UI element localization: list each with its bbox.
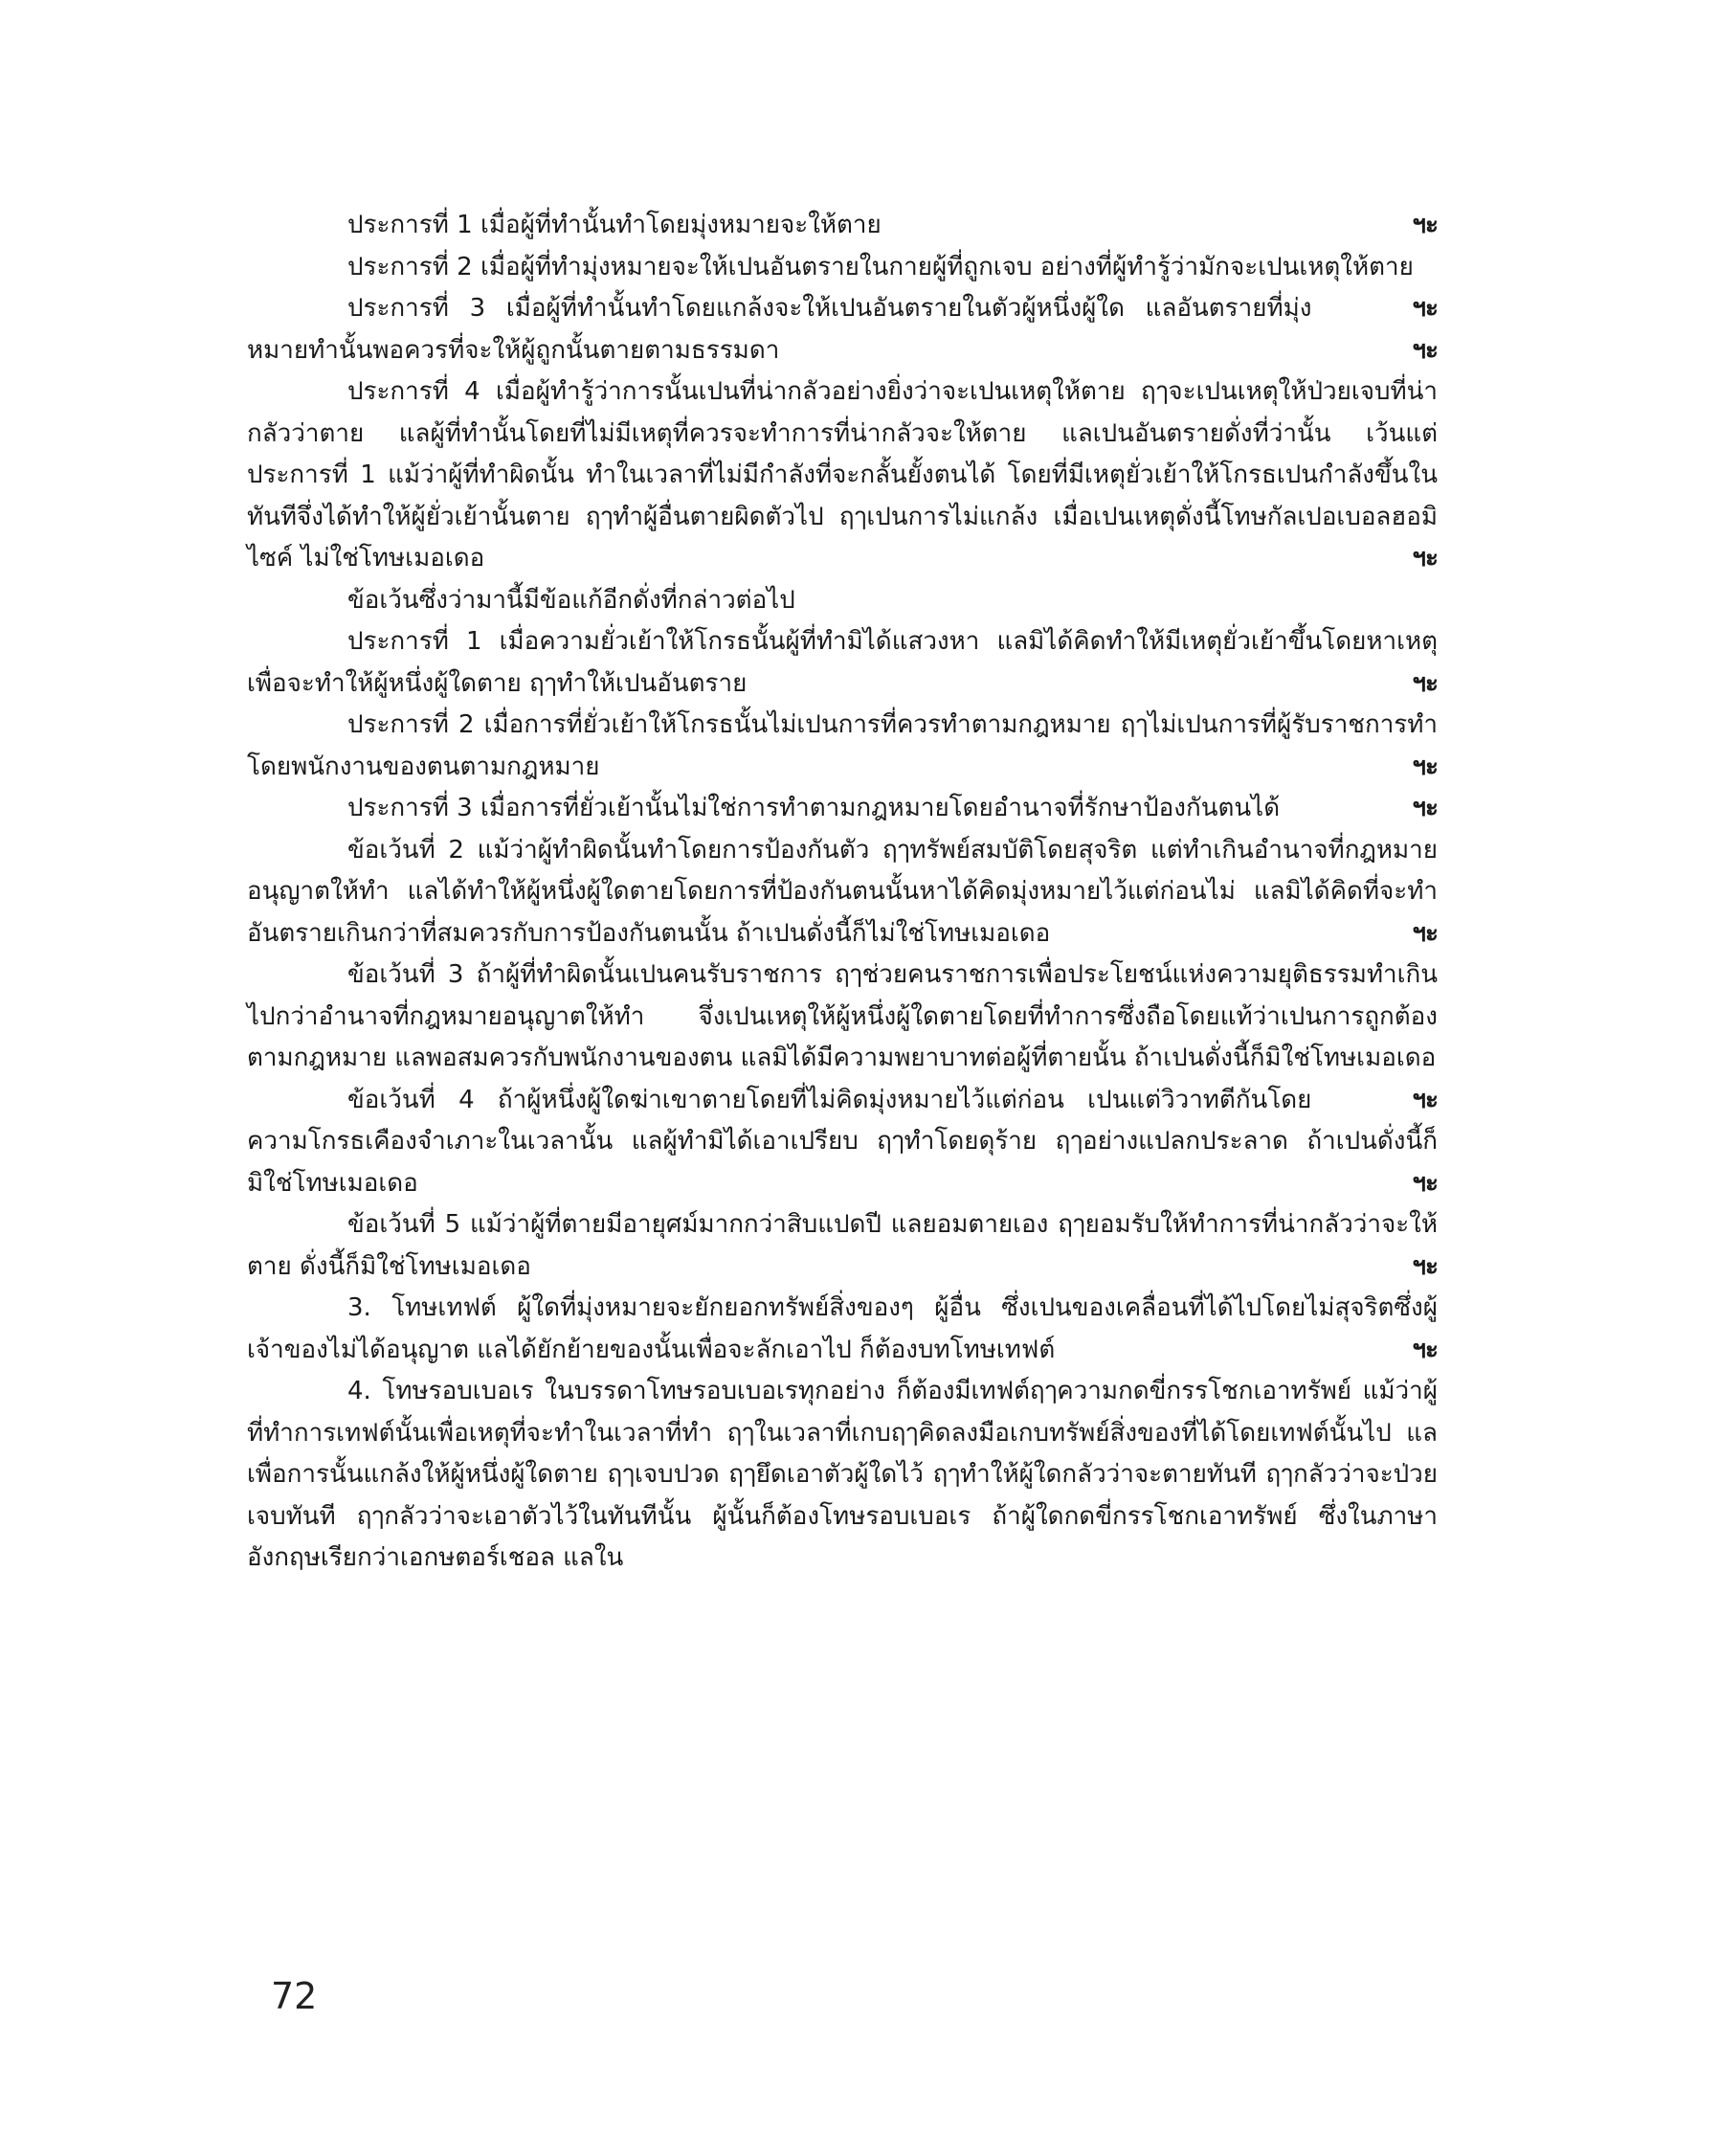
paragraph: ข้อเว้นที่ 4 ถ้าผู้หนึ่งผู้ใดฆ่าเขาตายโดยที่ไม่คิดมุ่งหมายไว้แต่ก่อน เปนแต่วิวาทตีกันโดยความโกรธเคืองจำเภาะในเวลานั้น แลผู้ทำมิได้เอาเปรียบ ฤๅทำโดยดุร้าย ฤๅอย่างแปลกประลาด ถ้าเปนดั่งนี้ก็มิใช่โทษเมอเดอ ฯะ xyxy=(247,1080,1438,1205)
paragraph: ประการที่ 2 เมื่อการที่ยั่วเย้าให้โกรธนั้นไม่เปนการที่ควรทำตามกฎหมาย ฤๅไม่เปนการที่ผู้รับราชการทำโดยพนักงานของตนตามกฎหมาย ฯะ xyxy=(247,705,1438,788)
paragraph: ข้อเว้นที่ 5 แม้ว่าผู้ที่ตายมีอายุศม์มากกว่าสิบแปดปี แลยอมตายเอง ฤๅยอมรับให้ทำการที่น่ากลัวว่าจะให้ตาย ดั่งนี้ก็มิใช่โทษเมอเดอ ฯะ xyxy=(247,1204,1438,1288)
paragraph: ข้อเว้นที่ 2 แม้ว่าผู้ทำผิดนั้นทำโดยการป้องกันตัว ฤๅทรัพย์สมบัติโดยสุจริต แต่ทำเกินอำนาจที่กฎหมายอนุญาตให้ทำ แลได้ทำให้ผู้หนึ่งผู้ใดตายโดยการที่ป้องกันตนนั้นหาได้คิดมุ่งหมายไว้แต่ก่อนไม่ แลมิได้คิดที่จะทำอันตรายเกินกว่าที่สมควรกับการป้องกันตนนั้น ถ้าเปนดั่งนี้ก็ไม่ใช่โทษเมอเดอ ฯะ xyxy=(247,830,1438,955)
page-number: 72 xyxy=(271,1975,318,2017)
section-end-mark: ฯะ xyxy=(1412,794,1438,822)
paragraph: ประการที่ 3 เมื่อการที่ยั่วเย้านั้นไม่ใช่การทำตามกฎหมายโดยอำนาจที่รักษาป้องกันตนได้ ฯะ xyxy=(247,788,1438,830)
paragraph: ประการที่ 4 เมื่อผู้ทำรู้ว่าการนั้นเปนที่น่ากลัวอย่างยิ่งว่าจะเปนเหตุให้ตาย ฤๅจะเปนเหตุให้ป่วยเจบที่น่ากลัวว่าตาย แลผู้ที่ทำนั้นโดยที่ไม่มีเหตุที่ควรจะทำการที่น่ากลัวจะให้ตาย แลเปนอันตรายดั่งที่ว่านั้น เว้นแต่ประการที่ 1 แม้ว่าผู้ที่ทำผิดนั้น ทำในเวลาที่ไม่มีกำลังที่จะกลั้นยั้งตนได้ โดยที่มีเหตุยั่วเย้าให้โกรธเปนกำลังขึ้นในทันทีจึ่งได้ทำให้ผู้ยั่วเย้านั้นตาย ฤๅทำผู้อื่นตายผิดตัวไป ฤๅเปนการไม่แกล้ง เมื่อเปนเหตุดั่งนี้โทษกัลเปอเบอลฮอมิไซค์ ไม่ใช่โทษเมอเดอ ฯะ xyxy=(247,371,1438,580)
paragraph: ประการที่ 1 เมื่อผู้ที่ทำนั้นทำโดยมุ่งหมายจะให้ตาย ฯะ xyxy=(247,205,1438,247)
document-body xyxy=(247,205,1438,1580)
paragraph: ประการที่ 1 เมื่อความยั่วเย้าให้โกรธนั้นผู้ที่ทำมิได้แสวงหา แลมิได้คิดทำให้มีเหตุยั่วเย้าขึ้นโดยหาเหตุเพื่อจะทำให้ผู้หนึ่งผู้ใดตาย ฤๅทำให้เปนอันตราย ฯะ xyxy=(247,621,1438,705)
section-end-mark: ฯะ xyxy=(1412,1335,1438,1364)
section-end-mark: ฯะ xyxy=(1412,544,1438,573)
paragraph: ประการที่ 2 เมื่อผู้ที่ทำมุ่งหมายจะให้เปนอันตรายในกายผู้ที่ถูกเจบ อย่างที่ผู้ทำรู้ว่ามักจะเปนเหตุให้ตาย ฯะ xyxy=(247,247,1438,289)
paragraph: ประการที่ 3 เมื่อผู้ที่ทำนั้นทำโดยแกล้งจะให้เปนอันตรายในตัวผู้หนึ่งผู้ใด แลอันตรายที่มุ่งหมายทำนั้นพอควรที่จะให้ผู้ถูกนั้นตายตามธรรมดา ฯะ xyxy=(247,288,1438,371)
paragraph: 4. โทษรอบเบอเร ในบรรดาโทษรอบเบอเรทุกอย่าง ก็ต้องมีเทฟต์ฤๅความกดขี่กรรโชกเอาทรัพย์ แม้ว่าผู้ที่ทำการเทฟต์นั้นเพื่อเหตุที่จะทำในเวลาที่ทำ ฤๅในเวลาที่เกบฤๅคิดลงมือเกบทรัพย์สิ่งของที่ได้โดยเทฟต์นั้นไป แลเพื่อการนั้นแกล้งให้ผู้หนึ่งผู้ใดตาย ฤๅเจบปวด ฤๅยึดเอาตัวผู้ใดไว้ ฤๅทำให้ผู้ใดกลัวว่าจะตายทันที ฤๅกลัวว่าจะป่วยเจบทันที ฤๅกลัวว่าจะเอาตัวไว้ในทันทีนั้น ผู้นั้นก็ต้องโทษรอบเบอเร ถ้าผู้ใดกดขี่กรรโชกเอาทรัพย์ ซึ่งในภาษาอังกฤษเรียกว่าเอกษตอร์เชอล แลใน xyxy=(247,1377,1438,1572)
paragraph: ข้อเว้นซึ่งว่ามานี้มีข้อแก้อีกดั่งที่กล่าวต่อไป xyxy=(347,585,795,615)
section-end-mark: ฯะ xyxy=(1412,918,1438,948)
section-end-mark: ฯะ xyxy=(1412,1085,1438,1114)
section-end-mark: ฯะ xyxy=(1412,752,1438,781)
section-end-mark: ฯะ xyxy=(1412,1251,1438,1281)
section-end-mark: ฯะ xyxy=(1412,1168,1438,1198)
section-end-mark: ฯะ xyxy=(1412,211,1438,239)
section-end-mark: ฯะ xyxy=(1412,335,1438,365)
paragraph: ข้อเว้นที่ 3 ถ้าผู้ที่ทำผิดนั้นเปนคนรับราชการ ฤๅช่วยคนราชการเพื่อประโยชน์แห่งความยุติธรรมทำเกินไปกว่าอำนาจที่กฎหมายอนุญาตให้ทำ จึ่งเปนเหตุให้ผู้หนึ่งผู้ใดตายโดยที่ทำการซึ่งถือโดยแท้ว่าเปนการถูกต้องตามกฎหมาย แลพอสมควรกับพนักงานของตน แลมิได้มีความพยาบาทต่อผู้ที่ตายนั้น ถ้าเปนดั่งนี้ก็มิใช่โทษเมอเดอ ฯะ xyxy=(247,954,1438,1080)
paragraph: 3. โทษเทฟต์ ผู้ใดที่มุ่งหมายจะยักยอกทรัพย์สิ่งของๆ ผู้อื่น ซึ่งเปนของเคลื่อนที่ได้ไปโดยไม่สุจริตซึ่งผู้เจ้าของไม่ได้อนุญาต แลได้ยักย้ายของนั้นเพื่อจะลักเอาไป ก็ต้องบทโทษเทฟต์ ฯะ xyxy=(247,1288,1438,1371)
section-end-mark: ฯะ xyxy=(1412,294,1438,323)
section-end-mark: ฯะ xyxy=(1412,668,1438,698)
